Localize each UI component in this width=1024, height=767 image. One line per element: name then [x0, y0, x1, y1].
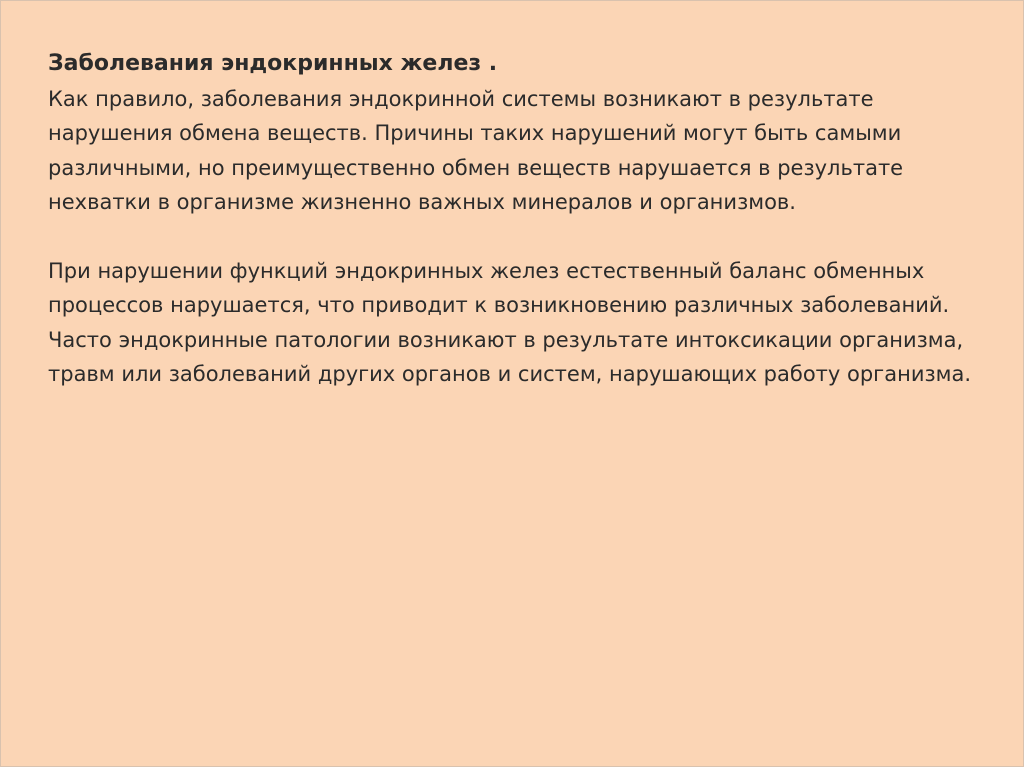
paragraph-consequences: При нарушении функций эндокринных желез естественный баланс обменных процессов нарушается, что приводит к возникновению различных заболеваний. Часто эндокринные патологии возникают в результате интоксикации организма, травм или заболеваний других органов и систем, нарушающих работу организма. — [48, 258, 972, 386]
slide-title: Заболевания эндокринных желез . — [48, 51, 498, 76]
slide-content — [48, 47, 978, 392]
paragraph-causes: Как правило, заболевания эндокринной системы возникают в результате нарушения обмена веществ. Причины таких нарушений могут быть самыми различными, но преимущественно обмен веществ нарушается в результате нехватки в организме жизненно важных минералов и организмов. — [48, 86, 904, 214]
